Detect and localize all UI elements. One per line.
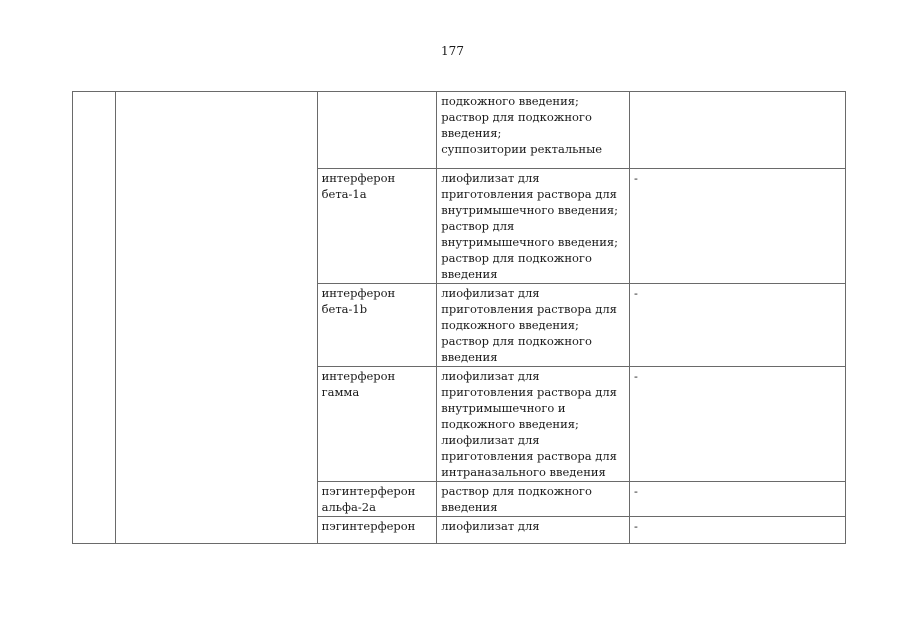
drug-name-cell: интерферон гамма bbox=[317, 367, 437, 482]
code-cell bbox=[73, 92, 116, 544]
dosage-form-line: введения bbox=[441, 500, 498, 514]
dosage-form-line: лиофилизат для bbox=[441, 519, 540, 533]
dosage-form-line: введения; bbox=[441, 126, 502, 140]
page-number: 177 bbox=[441, 44, 464, 58]
dosage-form-line: суппозитории ректальные bbox=[441, 142, 603, 156]
drug-name-cell: пэгинтерферон bbox=[317, 517, 437, 544]
dosage-form-line: раствор для подкожного bbox=[441, 334, 592, 348]
drug-name-cell: интерферон бета-1a bbox=[317, 169, 437, 284]
dosage-form-line: раствор для подкожного bbox=[441, 251, 592, 265]
group-name-cell bbox=[116, 92, 317, 544]
note-cell: - bbox=[629, 482, 845, 517]
dosage-form-cell bbox=[437, 517, 630, 544]
dosage-form-line: интраназального введения bbox=[441, 465, 606, 479]
dosage-form-line: введения bbox=[441, 350, 498, 364]
dosage-form-line: подкожного введения; bbox=[441, 417, 579, 431]
dosage-form-line: приготовления раствора для bbox=[441, 187, 617, 201]
dosage-form-line: лиофилизат для bbox=[441, 171, 540, 185]
dosage-form-line: внутримышечного и bbox=[441, 401, 566, 415]
dosage-form-line: лиофилизат для bbox=[441, 286, 540, 300]
table-row bbox=[73, 92, 846, 169]
dosage-form-cell bbox=[437, 169, 630, 284]
note-cell bbox=[629, 92, 845, 169]
dosage-form-line: лиофилизат для bbox=[441, 433, 540, 447]
dosage-form-line: подкожного введения; bbox=[441, 94, 579, 108]
dosage-form-line: приготовления раствора для bbox=[441, 302, 617, 316]
dosage-form-cell bbox=[437, 284, 630, 367]
drug-table bbox=[72, 91, 846, 544]
dosage-form-line: приготовления раствора для bbox=[441, 385, 617, 399]
dosage-form-line: раствор для подкожного bbox=[441, 484, 592, 498]
drug-name-cell: пэгинтерферон альфа-2a bbox=[317, 482, 437, 517]
drug-name-cell bbox=[317, 92, 437, 169]
note-cell: - bbox=[629, 367, 845, 482]
dosage-form-line: подкожного введения; bbox=[441, 318, 579, 332]
dosage-form-line: приготовления раствора для bbox=[441, 449, 617, 463]
note-cell: - bbox=[629, 517, 845, 544]
dosage-form-line: лиофилизат для bbox=[441, 369, 540, 383]
dosage-form-line: введения bbox=[441, 267, 498, 281]
dosage-form-line: раствор для bbox=[441, 219, 515, 233]
dosage-form-line: внутримышечного введения; bbox=[441, 203, 619, 217]
dosage-form-line: раствор для подкожного bbox=[441, 110, 592, 124]
drug-name-cell: интерферон бета-1b bbox=[317, 284, 437, 367]
dosage-form-line: внутримышечного введения; bbox=[441, 235, 619, 249]
dosage-form-cell bbox=[437, 482, 630, 517]
note-cell: - bbox=[629, 169, 845, 284]
note-cell: - bbox=[629, 284, 845, 367]
dosage-form-cell bbox=[437, 367, 630, 482]
dosage-form-cell bbox=[437, 92, 630, 169]
